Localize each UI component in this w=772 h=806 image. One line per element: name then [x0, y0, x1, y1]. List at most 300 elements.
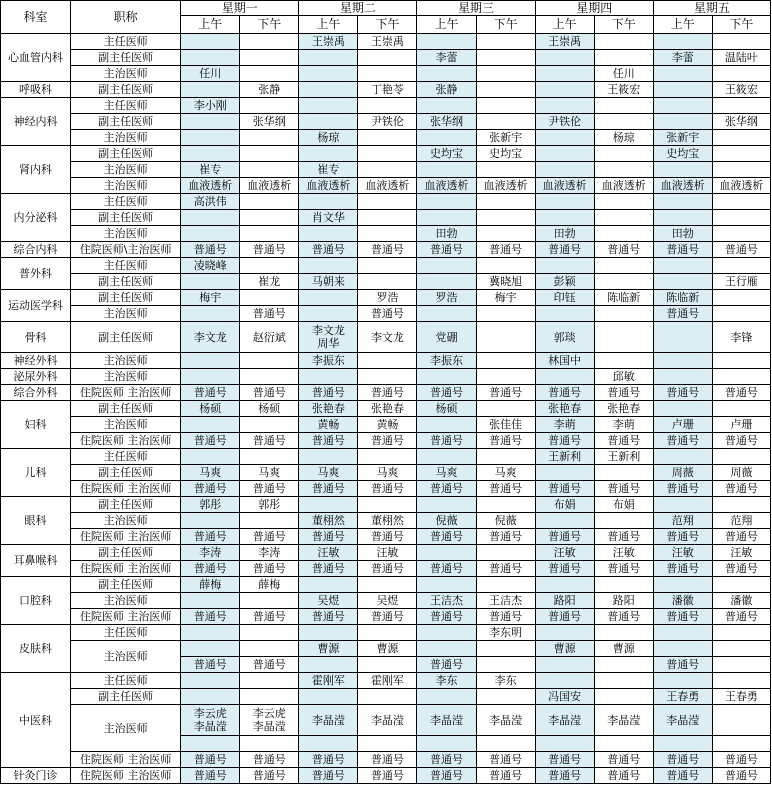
schedule-cell — [181, 449, 240, 465]
schedule-cell: 血液透析 — [181, 178, 240, 194]
schedule-cell — [181, 593, 240, 609]
title-cell: 主治医师 — [71, 705, 181, 752]
schedule-cell: 张艳春 — [535, 401, 594, 417]
schedule-cell — [476, 577, 535, 593]
schedule-cell: 普通号 — [240, 768, 299, 784]
schedule-row — [1, 449, 771, 465]
schedule-cell — [181, 210, 240, 226]
schedule-cell — [417, 417, 476, 433]
schedule-row — [1, 258, 771, 274]
schedule-cell: 汪敏 — [358, 545, 417, 561]
schedule-cell — [476, 226, 535, 242]
schedule-row — [1, 210, 771, 226]
schedule-cell — [240, 593, 299, 609]
schedule-cell — [535, 736, 594, 752]
schedule-cell: 普通号 — [181, 657, 240, 673]
schedule-cell — [476, 34, 535, 50]
schedule-cell — [712, 657, 770, 673]
day-header: 星期一 — [181, 1, 299, 16]
schedule-cell — [417, 34, 476, 50]
schedule-cell — [712, 210, 770, 226]
schedule-cell — [476, 210, 535, 226]
schedule-row — [1, 673, 771, 689]
schedule-cell: 王筱宏 — [594, 82, 653, 98]
day-header: 星期三 — [417, 1, 535, 16]
schedule-cell: 卢珊 — [653, 417, 712, 433]
schedule-row — [1, 385, 771, 401]
dept-cell: 神经外科 — [1, 353, 71, 369]
schedule-cell — [358, 146, 417, 162]
day-header: 星期二 — [299, 1, 417, 16]
schedule-cell: 赵衍斌 — [240, 322, 299, 353]
schedule-cell: 普通号 — [181, 609, 240, 625]
schedule-cell: 普通号 — [712, 481, 770, 497]
schedule-cell: 普通号 — [358, 529, 417, 545]
schedule-cell: 李晶滢 — [653, 705, 712, 736]
schedule-cell: 王新利 — [594, 449, 653, 465]
schedule-cell: 张华纲 — [417, 114, 476, 130]
schedule-cell — [417, 306, 476, 322]
schedule-cell: 李晶滢 — [476, 705, 535, 736]
schedule-cell: 肖文华 — [299, 210, 358, 226]
schedule-cell — [181, 417, 240, 433]
schedule-cell — [712, 162, 770, 178]
schedule-cell: 普通号 — [358, 306, 417, 322]
schedule-cell — [240, 625, 299, 641]
schedule-cell — [712, 401, 770, 417]
schedule-cell — [240, 449, 299, 465]
schedule-cell: 普通号 — [417, 657, 476, 673]
schedule-cell: 王筱宏 — [712, 82, 770, 98]
schedule-cell: 普通号 — [181, 529, 240, 545]
schedule-cell: 普通号 — [299, 752, 358, 768]
schedule-cell: 陈临新 — [653, 290, 712, 306]
schedule-body — [1, 34, 771, 784]
schedule-cell: 李蕾 — [417, 50, 476, 66]
schedule-cell: 王新利 — [535, 449, 594, 465]
schedule-cell — [653, 449, 712, 465]
schedule-cell — [358, 226, 417, 242]
schedule-cell — [240, 146, 299, 162]
title-cell: 主任医师 — [71, 449, 181, 465]
schedule-cell: 普通号 — [476, 752, 535, 768]
schedule-cell: 田勃 — [653, 226, 712, 242]
schedule-cell — [476, 50, 535, 66]
schedule-cell — [476, 449, 535, 465]
schedule-cell — [712, 497, 770, 513]
schedule-cell — [181, 369, 240, 385]
schedule-cell: 普通号 — [181, 433, 240, 449]
schedule-cell — [417, 210, 476, 226]
schedule-cell: 普通号 — [653, 752, 712, 768]
schedule-cell: 李晶滢 — [594, 705, 653, 736]
schedule-cell: 田勃 — [535, 226, 594, 242]
schedule-cell — [535, 657, 594, 673]
schedule-cell: 陈临新 — [594, 290, 653, 306]
schedule-cell: 张静 — [417, 82, 476, 98]
schedule-cell: 李晶滢 — [299, 705, 358, 736]
schedule-cell — [594, 34, 653, 50]
title-cell: 主治医师 — [71, 593, 181, 609]
schedule-cell: 张艳春 — [358, 401, 417, 417]
schedule-cell: 潘徽 — [653, 593, 712, 609]
dept-cell: 综合内科 — [1, 242, 71, 258]
schedule-cell — [653, 401, 712, 417]
schedule-cell — [653, 497, 712, 513]
schedule-cell — [181, 625, 240, 641]
schedule-cell — [181, 513, 240, 529]
dept-cell: 皮肤科 — [1, 625, 71, 673]
schedule-cell: 杨琼 — [594, 130, 653, 146]
schedule-cell: 普通号 — [299, 768, 358, 784]
dept-cell: 普外科 — [1, 258, 71, 290]
schedule-cell: 汪敏 — [653, 545, 712, 561]
schedule-cell — [476, 657, 535, 673]
schedule-cell: 汪敏 — [594, 545, 653, 561]
title-cell: 副主任医师 — [71, 689, 181, 705]
am-header: 上午 — [535, 16, 594, 34]
schedule-cell: 普通号 — [358, 561, 417, 577]
schedule-cell — [594, 657, 653, 673]
title-cell: 住院医师 主治医师 — [71, 529, 181, 545]
schedule-cell: 高洪伟 — [181, 194, 240, 210]
schedule-cell — [358, 98, 417, 114]
schedule-cell — [299, 146, 358, 162]
title-cell: 主治医师 — [71, 369, 181, 385]
schedule-cell: 凌晓峰 — [181, 258, 240, 274]
title-cell: 主治医师 — [71, 513, 181, 529]
schedule-row — [1, 34, 771, 50]
schedule-cell — [181, 130, 240, 146]
schedule-cell: 普通号 — [594, 561, 653, 577]
schedule-row — [1, 593, 771, 609]
am-header: 上午 — [181, 16, 240, 34]
schedule-cell — [653, 641, 712, 657]
schedule-cell — [712, 736, 770, 752]
schedule-cell — [240, 130, 299, 146]
schedule-cell — [358, 497, 417, 513]
schedule-cell — [653, 322, 712, 353]
schedule-cell — [594, 210, 653, 226]
schedule-cell: 普通号 — [535, 481, 594, 497]
schedule-row — [1, 194, 771, 210]
schedule-cell — [476, 401, 535, 417]
schedule-cell: 普通号 — [299, 385, 358, 401]
schedule-row — [1, 497, 771, 513]
schedule-cell: 李晶滢 — [417, 705, 476, 736]
schedule-cell: 薛梅 — [240, 577, 299, 593]
schedule-cell — [535, 130, 594, 146]
schedule-cell — [299, 736, 358, 752]
schedule-row — [1, 98, 771, 114]
schedule-cell: 普通号 — [653, 481, 712, 497]
schedule-cell: 血液透析 — [417, 178, 476, 194]
schedule-cell: 霍刚军 — [358, 673, 417, 689]
schedule-cell: 梅宇 — [181, 290, 240, 306]
schedule-row — [1, 66, 771, 82]
schedule-cell: 普通号 — [240, 385, 299, 401]
schedule-cell: 普通号 — [535, 561, 594, 577]
schedule-row — [1, 146, 771, 162]
schedule-cell — [535, 625, 594, 641]
title-cell: 主任医师 — [71, 258, 181, 274]
schedule-cell: 普通号 — [653, 433, 712, 449]
schedule-cell — [535, 369, 594, 385]
schedule-cell — [712, 146, 770, 162]
schedule-cell: 吴煜 — [358, 593, 417, 609]
schedule-cell: 李文龙 — [181, 322, 240, 353]
schedule-cell: 彭颖 — [535, 274, 594, 290]
schedule-row — [1, 433, 771, 449]
schedule-cell: 史均宝 — [417, 146, 476, 162]
schedule-cell — [299, 497, 358, 513]
schedule-cell: 血液透析 — [535, 178, 594, 194]
schedule-cell — [358, 274, 417, 290]
schedule-cell: 普通号 — [299, 561, 358, 577]
schedule-cell — [358, 210, 417, 226]
schedule-cell: 布娟 — [535, 497, 594, 513]
schedule-cell: 普通号 — [712, 768, 770, 784]
dept-cell: 儿科 — [1, 449, 71, 497]
schedule-cell — [653, 625, 712, 641]
schedule-cell: 冀晓旭 — [476, 274, 535, 290]
schedule-cell: 郭琰 — [535, 322, 594, 353]
dept-cell: 综合外科 — [1, 385, 71, 401]
schedule-cell: 王崇禹 — [358, 34, 417, 50]
schedule-cell: 普通号 — [653, 768, 712, 784]
schedule-cell — [712, 290, 770, 306]
schedule-cell — [181, 50, 240, 66]
schedule-cell: 李振东 — [299, 353, 358, 369]
schedule-cell — [240, 258, 299, 274]
schedule-cell: 血液透析 — [476, 178, 535, 194]
schedule-cell — [653, 66, 712, 82]
schedule-cell — [417, 736, 476, 752]
schedule-cell: 普通号 — [299, 609, 358, 625]
schedule-cell — [712, 66, 770, 82]
schedule-cell: 马爽 — [240, 465, 299, 481]
dept-cell: 口腔科 — [1, 577, 71, 625]
schedule-cell — [594, 736, 653, 752]
schedule-cell — [535, 66, 594, 82]
schedule-cell: 薛梅 — [181, 577, 240, 593]
schedule-cell — [181, 641, 240, 657]
schedule-cell — [358, 657, 417, 673]
schedule-cell: 董栩然 — [299, 513, 358, 529]
schedule-cell: 张艳春 — [299, 401, 358, 417]
schedule-cell: 普通号 — [358, 768, 417, 784]
schedule-cell: 尹铁伦 — [358, 114, 417, 130]
schedule-cell — [535, 258, 594, 274]
schedule-cell: 李振东 — [417, 353, 476, 369]
schedule-cell: 李涛 — [181, 545, 240, 561]
header-row-days — [1, 1, 771, 16]
schedule-cell — [594, 513, 653, 529]
schedule-cell: 普通号 — [240, 242, 299, 258]
schedule-cell — [712, 34, 770, 50]
schedule-cell: 普通号 — [358, 609, 417, 625]
schedule-cell — [476, 689, 535, 705]
schedule-cell — [181, 34, 240, 50]
schedule-cell — [358, 130, 417, 146]
title-cell: 副主任医师 — [71, 146, 181, 162]
schedule-cell — [358, 689, 417, 705]
schedule-row — [1, 242, 771, 258]
schedule-cell — [535, 513, 594, 529]
schedule-cell: 普通号 — [476, 561, 535, 577]
schedule-cell — [358, 577, 417, 593]
schedule-row — [1, 322, 771, 353]
schedule-cell — [299, 306, 358, 322]
schedule-cell — [712, 194, 770, 210]
schedule-cell: 布娟 — [594, 497, 653, 513]
schedule-cell — [417, 258, 476, 274]
title-cell: 副主任医师 — [71, 401, 181, 417]
schedule-cell — [476, 306, 535, 322]
schedule-cell: 普通号 — [358, 752, 417, 768]
title-cell: 副主任医师 — [71, 577, 181, 593]
title-cell: 住院医师\主治医师 — [71, 242, 181, 258]
title-cell: 副主任医师 — [71, 274, 181, 290]
schedule-cell: 普通号 — [476, 529, 535, 545]
schedule-cell — [240, 290, 299, 306]
title-cell: 副主任医师 — [71, 82, 181, 98]
schedule-cell — [358, 625, 417, 641]
schedule-cell: 普通号 — [712, 433, 770, 449]
title-cell: 住院医师 主治医师 — [71, 481, 181, 497]
schedule-cell — [240, 417, 299, 433]
title-cell: 主治医师 — [71, 66, 181, 82]
schedule-cell — [653, 34, 712, 50]
schedule-cell — [594, 577, 653, 593]
schedule-cell: 普通号 — [417, 385, 476, 401]
title-cell: 主治医师 — [71, 162, 181, 178]
schedule-row — [1, 481, 771, 497]
schedule-cell — [417, 66, 476, 82]
schedule-cell: 血液透析 — [240, 178, 299, 194]
schedule-cell: 马朝来 — [299, 274, 358, 290]
schedule-cell: 普通号 — [299, 481, 358, 497]
schedule-cell: 张静 — [240, 82, 299, 98]
schedule-cell — [476, 641, 535, 657]
schedule-cell — [417, 625, 476, 641]
schedule-cell: 普通号 — [653, 242, 712, 258]
dept-cell: 骨科 — [1, 322, 71, 353]
schedule-row — [1, 162, 771, 178]
dept-cell: 妇科 — [1, 401, 71, 449]
schedule-cell: 崔专 — [299, 162, 358, 178]
schedule-cell — [712, 577, 770, 593]
schedule-row — [1, 513, 771, 529]
schedule-cell — [299, 66, 358, 82]
schedule-cell — [181, 82, 240, 98]
schedule-cell — [594, 98, 653, 114]
schedule-cell: 普通号 — [299, 242, 358, 258]
schedule-cell — [476, 98, 535, 114]
schedule-cell — [476, 736, 535, 752]
schedule-cell — [476, 545, 535, 561]
title-cell: 主治医师 — [71, 353, 181, 369]
schedule-cell — [594, 146, 653, 162]
schedule-cell: 普通号 — [417, 242, 476, 258]
schedule-cell: 普通号 — [417, 752, 476, 768]
day-header: 星期五 — [653, 1, 770, 16]
schedule-cell: 马爽 — [476, 465, 535, 481]
schedule-cell: 李萌 — [594, 417, 653, 433]
schedule-cell — [299, 114, 358, 130]
schedule-cell: 王行雁 — [712, 274, 770, 290]
schedule-row — [1, 226, 771, 242]
schedule-cell — [712, 369, 770, 385]
schedule-cell — [417, 545, 476, 561]
schedule-cell: 普通号 — [417, 481, 476, 497]
schedule-row — [1, 545, 771, 561]
title-cell: 副主任医师 — [71, 114, 181, 130]
schedule-cell: 血液透析 — [299, 178, 358, 194]
schedule-cell — [181, 736, 240, 752]
title-cell: 副主任医师 — [71, 497, 181, 513]
dept-cell: 内分泌科 — [1, 194, 71, 242]
schedule-cell: 杨硕 — [181, 401, 240, 417]
schedule-cell: 普通号 — [240, 433, 299, 449]
schedule-cell — [653, 98, 712, 114]
am-header: 上午 — [653, 16, 712, 34]
dept-cell: 运动医学科 — [1, 290, 71, 322]
schedule-cell — [417, 497, 476, 513]
schedule-cell: 党硼 — [417, 322, 476, 353]
pm-header: 下午 — [358, 16, 417, 34]
title-cell: 副主任医师 — [71, 322, 181, 353]
schedule-cell: 曹源 — [299, 641, 358, 657]
dept-cell: 针灸门诊 — [1, 768, 71, 784]
pm-header: 下午 — [240, 16, 299, 34]
title-header: 职称 — [71, 1, 181, 34]
schedule-cell: 普通号 — [653, 657, 712, 673]
schedule-cell — [181, 226, 240, 242]
schedule-cell: 杨硕 — [417, 401, 476, 417]
schedule-cell: 张华纲 — [240, 114, 299, 130]
schedule-cell: 林国中 — [535, 353, 594, 369]
schedule-cell: 郭彤 — [181, 497, 240, 513]
schedule-cell: 普通号 — [535, 529, 594, 545]
schedule-cell — [358, 258, 417, 274]
schedule-cell: 普通号 — [240, 609, 299, 625]
schedule-cell — [299, 577, 358, 593]
title-cell: 副主任医师 — [71, 290, 181, 306]
schedule-cell — [594, 274, 653, 290]
schedule-cell: 普通号 — [712, 752, 770, 768]
schedule-cell: 普通号 — [712, 609, 770, 625]
schedule-cell: 史均宝 — [476, 146, 535, 162]
schedule-cell: 普通号 — [476, 385, 535, 401]
schedule-cell — [240, 736, 299, 752]
schedule-cell: 李晶滢 — [358, 705, 417, 736]
schedule-cell: 普通号 — [594, 481, 653, 497]
schedule-cell: 曹源 — [535, 641, 594, 657]
schedule-cell: 血液透析 — [358, 178, 417, 194]
schedule-cell — [299, 82, 358, 98]
schedule-cell: 汪敏 — [299, 545, 358, 561]
schedule-cell — [535, 577, 594, 593]
schedule-row — [1, 114, 771, 130]
schedule-cell — [476, 66, 535, 82]
schedule-cell: 普通号 — [594, 768, 653, 784]
schedule-cell: 吴煜 — [299, 593, 358, 609]
schedule-cell: 李云虎 李晶滢 — [240, 705, 299, 736]
am-header: 上午 — [299, 16, 358, 34]
schedule-cell — [299, 657, 358, 673]
schedule-cell — [358, 50, 417, 66]
